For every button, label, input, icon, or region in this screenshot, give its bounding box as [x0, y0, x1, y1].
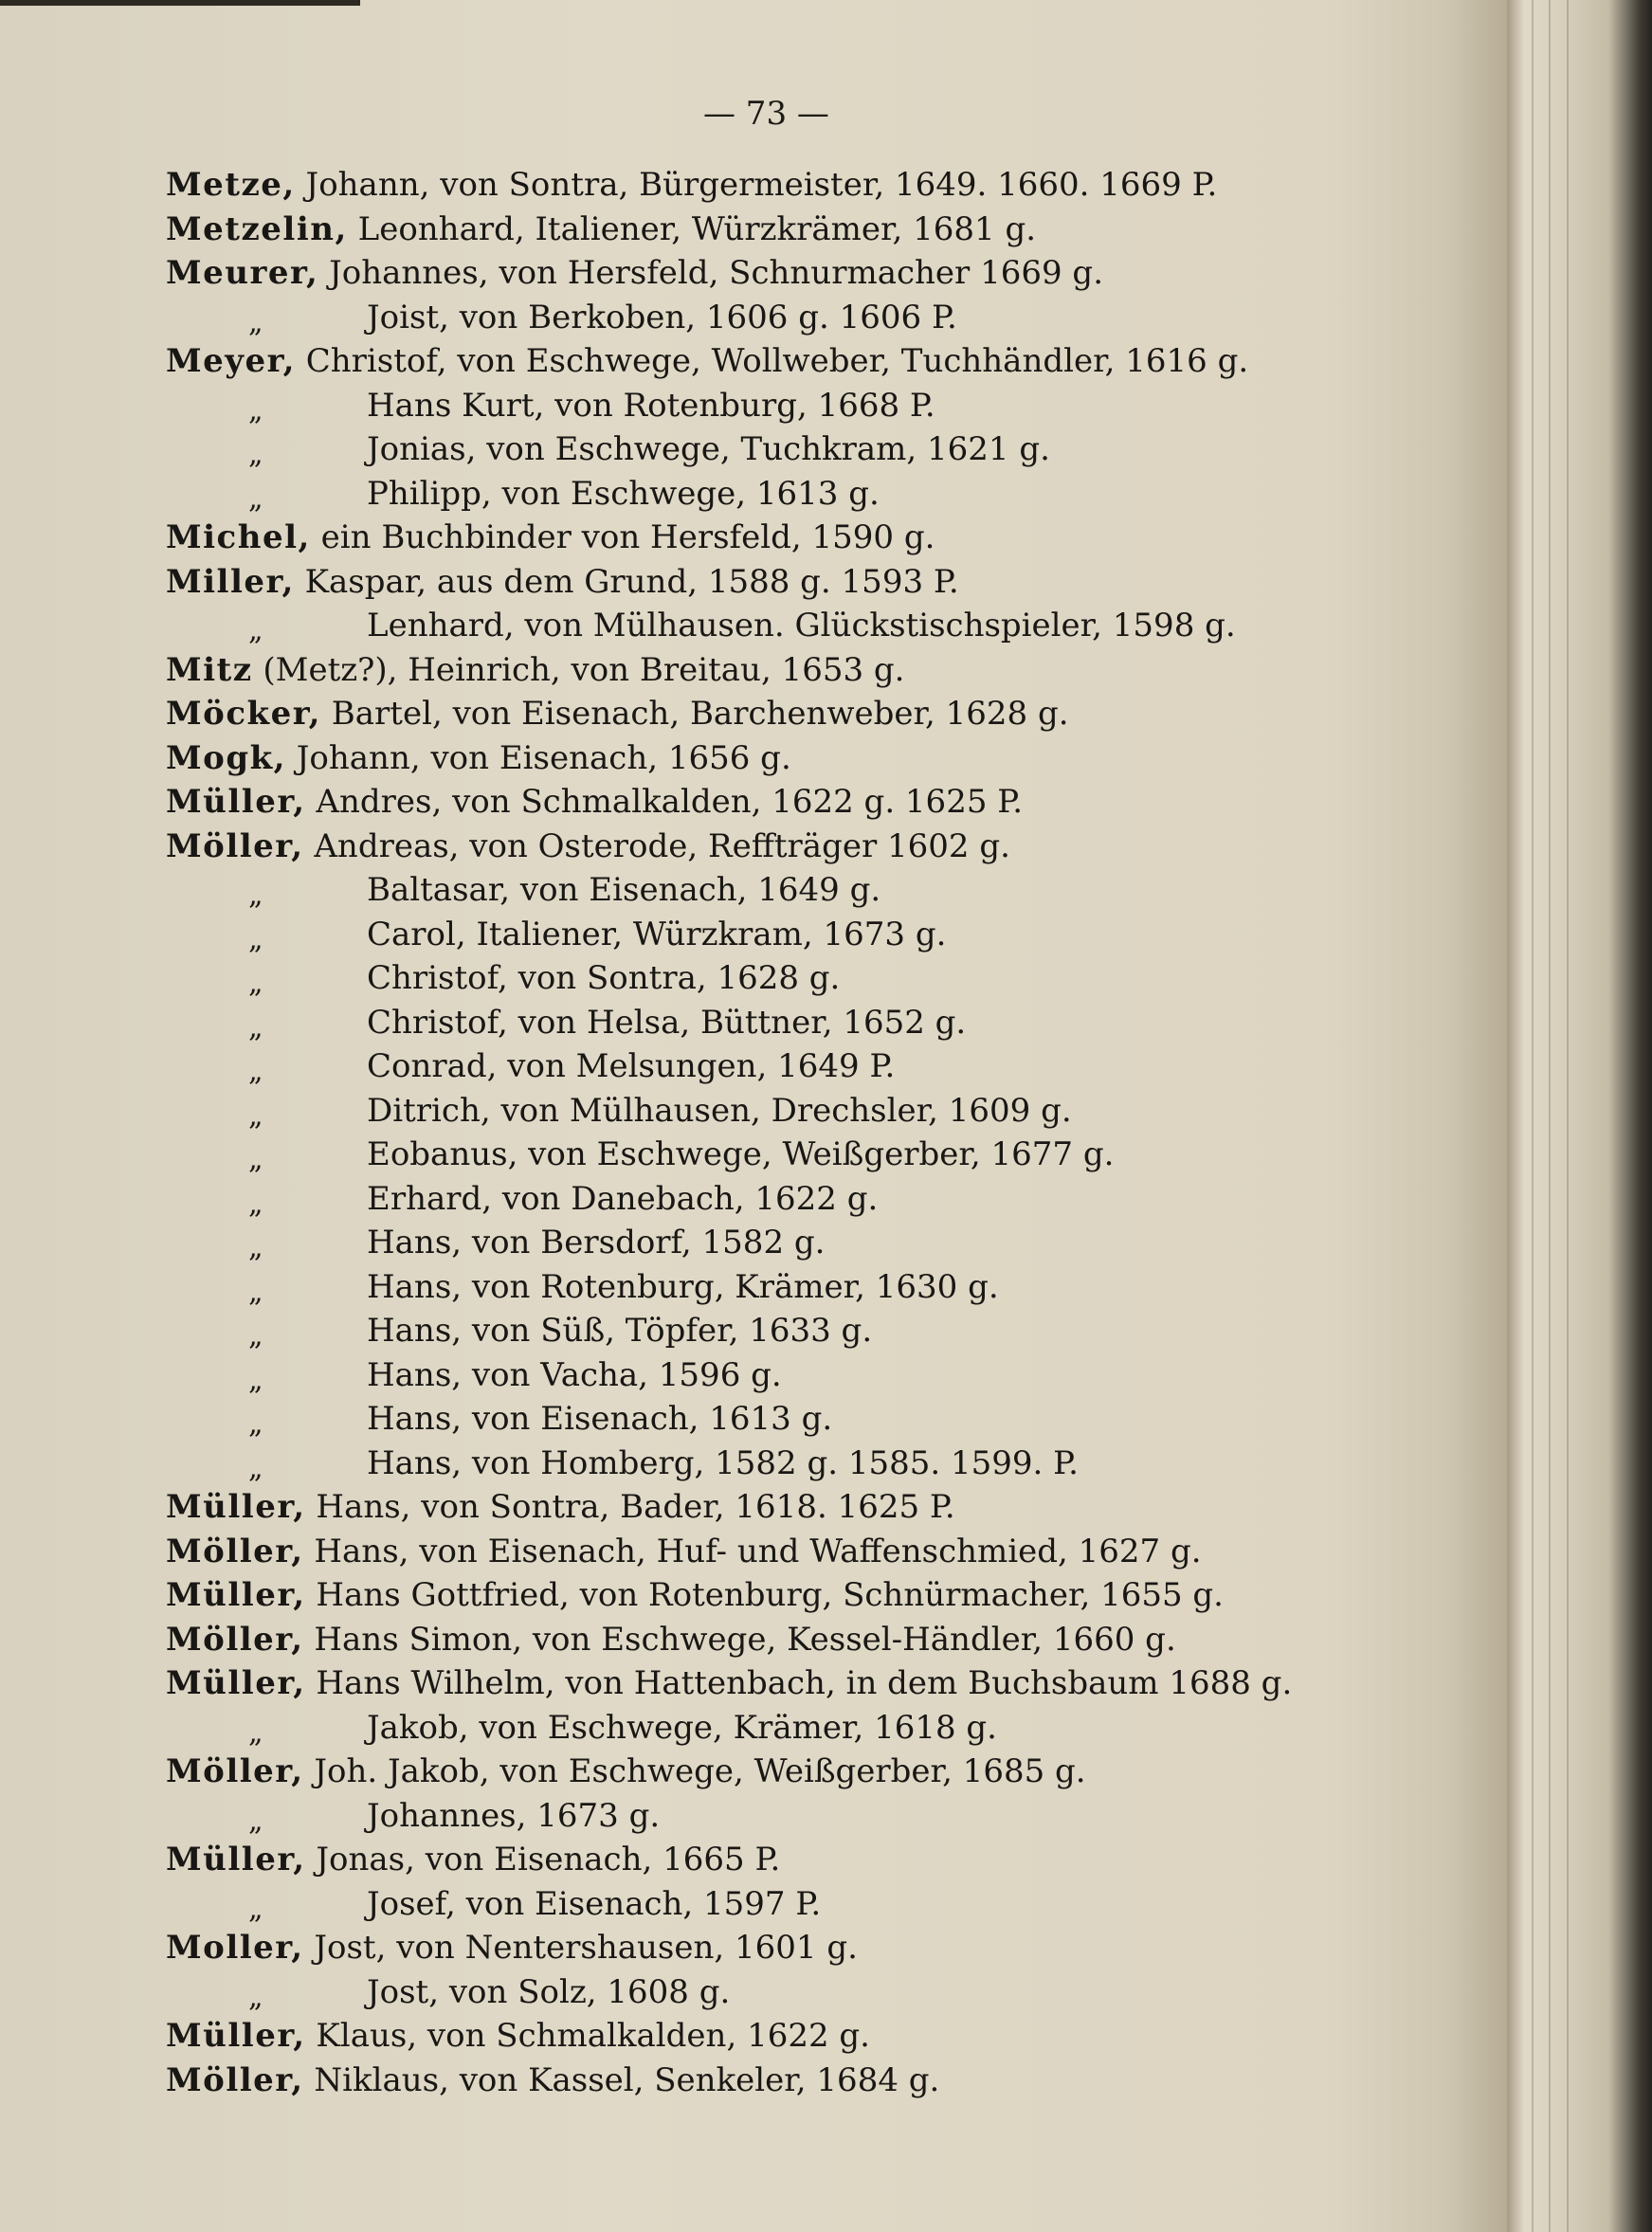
list-item — [166, 339, 1398, 384]
ditto-mark: „ — [248, 393, 263, 427]
ditto-mark: „ — [248, 1892, 263, 1926]
ditto-mark: „ — [248, 1275, 263, 1309]
list-item — [166, 736, 1398, 781]
entry-text: Hans, von Eisenach, Huf- und Waffenschmied, 1627 g. — [303, 1532, 1202, 1570]
entry-text: Hans, von Homberg, 1582 g. 1585. 1599. P. — [367, 1443, 1079, 1482]
entry-text: Hans, von Süß, Töpfer, 1633 g. — [367, 1312, 873, 1350]
book-gutter — [1507, 0, 1652, 2232]
list-item — [166, 516, 1398, 560]
list-item — [166, 1133, 1398, 1177]
ditto-mark: „ — [248, 1010, 263, 1044]
ditto-mark: „ — [248, 1715, 263, 1750]
ditto-mark: „ — [248, 1143, 263, 1176]
list-item — [166, 1265, 1398, 1310]
entry-surname: Möller, — [166, 2060, 304, 2099]
ditto-mark: „ — [248, 1231, 263, 1264]
ditto-mark: „ — [248, 614, 263, 647]
list-item — [166, 296, 1398, 340]
entry-text: Hans, von Sontra, Bader, 1618. 1625 P. — [305, 1488, 955, 1526]
list-item — [166, 1970, 1398, 2015]
entry-surname: Müller, — [166, 1576, 306, 1614]
list-item — [166, 956, 1398, 1001]
list-item — [166, 868, 1398, 913]
entry-text: Jakob, von Eschwege, Krämer, 1618 g. — [367, 1708, 997, 1747]
entry-surname: Müller, — [166, 783, 306, 821]
entry-text: Hans Gottfried, von Rotenburg, Schnürmacher, 1655 g. — [305, 1576, 1224, 1614]
entry-text: Johannes, von Hersfeld, Schnurmacher 1669 g. — [318, 254, 1103, 292]
list-item — [166, 1530, 1398, 1574]
list-item — [166, 1177, 1398, 1222]
ditto-mark: „ — [248, 1055, 263, 1088]
entry-surname: Metzelin, — [166, 209, 348, 248]
entry-surname: Müller, — [166, 1664, 306, 1702]
entry-text: Lenhard, von Mülhausen. Glückstischspieler, 1598 g. — [367, 607, 1236, 644]
entry-text: Erhard, von Danebach, 1622 g. — [367, 1179, 879, 1218]
entry-text: Philipp, von Eschwege, 1613 g. — [367, 474, 880, 513]
entry-surname: Mogk, — [166, 738, 286, 777]
entry-text: Kaspar, aus dem Grund, 1588 g. 1593 P. — [294, 562, 959, 601]
ditto-mark: „ — [248, 438, 263, 471]
list-item — [166, 427, 1398, 472]
entry-text: Carol, Italiener, Würzkram, 1673 g. — [367, 915, 947, 953]
entry-surname: Möller, — [166, 1752, 304, 1790]
entry-text: Baltasar, von Eisenach, 1649 g. — [367, 871, 881, 909]
list-item — [166, 384, 1398, 428]
entry-text: Johann, von Sontra, Bürgermeister, 1649. 1660. 1669 P. — [295, 166, 1218, 204]
entry-text: (Metz?), Heinrich, von Breitau, 1653 g. — [252, 650, 905, 689]
entry-surname: Müller, — [166, 2017, 306, 2055]
list-item — [166, 1794, 1398, 1839]
entry-text: Conrad, von Melsungen, 1649 P. — [367, 1047, 896, 1085]
list-item — [166, 163, 1398, 208]
ditto-mark: „ — [248, 922, 263, 956]
page-top-edge — [0, 0, 360, 6]
entry-surname: Möcker, — [166, 695, 321, 733]
ditto-mark: „ — [248, 1363, 263, 1397]
ditto-mark: „ — [248, 1407, 263, 1441]
entry-text: Johann, von Eisenach, 1656 g. — [285, 738, 791, 777]
list-item — [166, 1485, 1398, 1530]
entry-list — [166, 163, 1398, 2102]
list-item — [166, 1750, 1398, 1794]
list-item — [166, 2059, 1398, 2103]
list-item — [166, 1001, 1398, 1045]
list-item — [166, 1926, 1398, 1970]
ditto-mark: „ — [248, 1804, 263, 1838]
entry-surname: Meyer, — [166, 342, 296, 380]
entry-text: Jost, von Nentershausen, 1601 g. — [303, 1929, 858, 1967]
list-item — [166, 472, 1398, 517]
entry-text: Jonias, von Eschwege, Tuchkram, 1621 g. — [367, 430, 1050, 468]
list-item — [166, 251, 1398, 296]
list-item — [166, 1573, 1398, 1618]
list-item — [166, 208, 1398, 252]
entry-text: Jost, von Solz, 1608 g. — [367, 1972, 731, 2011]
list-item — [166, 913, 1398, 957]
entry-text: Hans Simon, von Eschwege, Kessel-Händler, 1660 g. — [303, 1620, 1176, 1659]
list-item — [166, 1353, 1398, 1398]
entry-surname: Meurer, — [166, 254, 319, 292]
list-item — [166, 2014, 1398, 2059]
list-item — [166, 825, 1398, 869]
entry-text: Johannes, 1673 g. — [367, 1796, 661, 1835]
entry-surname: Möller, — [166, 1620, 304, 1659]
ditto-mark: „ — [248, 1187, 263, 1221]
entry-text: Hans, von Rotenburg, Krämer, 1630 g. — [367, 1267, 999, 1306]
entry-text: Hans Wilhelm, von Hattenbach, in dem Buchsbaum 1688 g. — [305, 1664, 1293, 1702]
list-item — [166, 1221, 1398, 1265]
list-item — [166, 1397, 1398, 1442]
ditto-mark: „ — [248, 305, 263, 339]
ditto-mark: „ — [248, 481, 263, 516]
list-item — [166, 1442, 1398, 1486]
ditto-mark: „ — [248, 1098, 263, 1133]
entry-text: Hans, von Eisenach, 1613 g. — [367, 1400, 833, 1438]
entry-surname: Moller, — [166, 1929, 304, 1967]
list-item — [166, 604, 1398, 648]
entry-text: Bartel, von Eisenach, Barchenweber, 1628 g. — [320, 695, 1069, 733]
list-item — [166, 1706, 1398, 1751]
entry-surname: Müller, — [166, 1841, 306, 1878]
list-item — [166, 1838, 1398, 1882]
ditto-mark: „ — [248, 1451, 263, 1485]
page-number: — 73 — — [703, 95, 829, 133]
list-item — [166, 692, 1398, 736]
entry-surname: Müller, — [166, 1488, 306, 1526]
list-item — [166, 1089, 1398, 1134]
entry-surname: Möller, — [166, 1532, 304, 1570]
list-item — [166, 1044, 1398, 1089]
entry-surname: Michel, — [166, 518, 311, 556]
list-item — [166, 1618, 1398, 1662]
entry-text: Klaus, von Schmalkalden, 1622 g. — [305, 2017, 870, 2055]
list-item — [166, 1661, 1398, 1706]
entry-text: Ditrich, von Mülhausen, Drechsler, 1609 g. — [367, 1091, 1072, 1130]
entry-text: Andres, von Schmalkalden, 1622 g. 1625 P. — [305, 783, 1024, 821]
entry-text: Joist, von Berkoben, 1606 g. 1606 P. — [367, 298, 957, 336]
entry-text: Hans Kurt, von Rotenburg, 1668 P. — [367, 386, 935, 425]
entry-text: Eobanus, von Eschwege, Weißgerber, 1677 g. — [367, 1135, 1115, 1173]
ditto-mark: „ — [248, 1319, 263, 1352]
ditto-mark: „ — [248, 879, 263, 912]
entry-surname: Metze, — [166, 166, 296, 204]
list-item — [166, 560, 1398, 605]
entry-surname: Miller, — [166, 562, 295, 601]
entry-text: Joh. Jakob, von Eschwege, Weißgerber, 1685 g. — [303, 1752, 1086, 1790]
entry-text: Hans, von Vacha, 1596 g. — [367, 1355, 782, 1394]
entry-text: Christof, von Helsa, Büttner, 1652 g. — [367, 1003, 967, 1042]
list-item — [166, 1309, 1398, 1353]
entry-text: Josef, von Eisenach, 1597 P. — [367, 1884, 822, 1923]
entry-text: Hans, von Bersdorf, 1582 g. — [367, 1224, 826, 1261]
list-item — [166, 648, 1398, 693]
ditto-mark: „ — [248, 1980, 263, 2014]
entry-text: Christof, von Eschwege, Wollweber, Tuchhändler, 1616 g. — [295, 342, 1249, 380]
entry-surname: Möller, — [166, 826, 304, 865]
entry-text: Christof, von Sontra, 1628 g. — [367, 959, 841, 997]
entry-text: ein Buchbinder von Hersfeld, 1590 g. — [310, 518, 935, 556]
entry-text: Jonas, von Eisenach, 1665 P. — [305, 1841, 781, 1878]
list-item — [166, 1882, 1398, 1927]
entry-surname: Mitz — [166, 650, 253, 689]
entry-text: Leonhard, Italiener, Würzkrämer, 1681 g. — [347, 209, 1037, 248]
entry-text: Andreas, von Osterode, Reffträger 1602 g. — [303, 826, 1010, 865]
ditto-mark: „ — [248, 967, 263, 1000]
entry-text: Niklaus, von Kassel, Senkeler, 1684 g. — [303, 2060, 940, 2099]
list-item — [166, 780, 1398, 825]
